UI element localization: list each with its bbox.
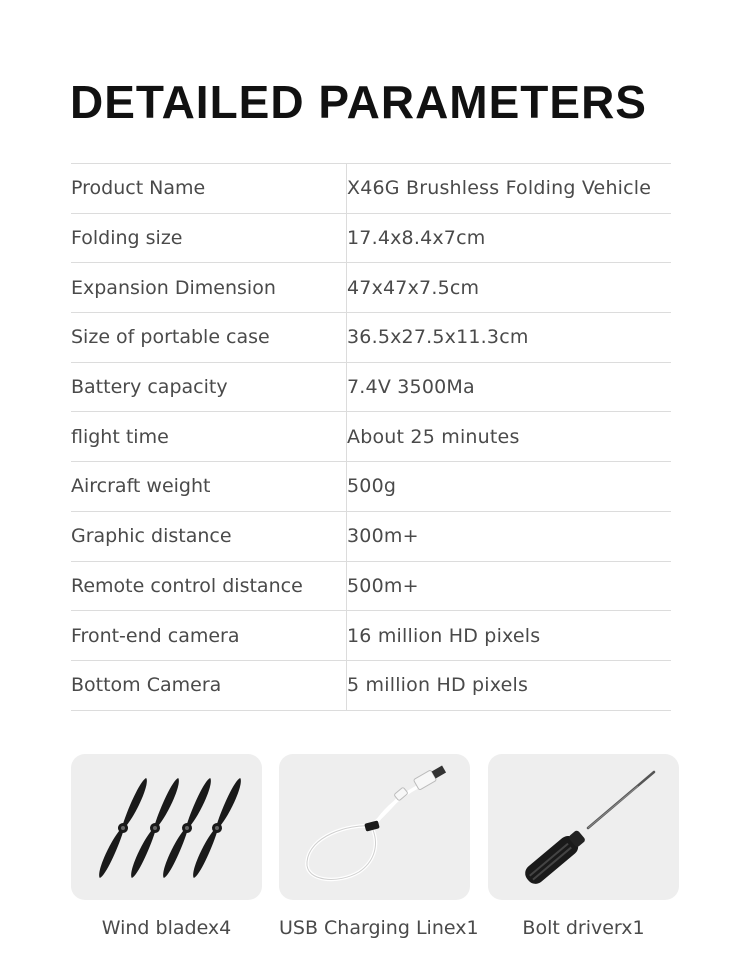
param-label: Front-end camera [71,611,347,661]
table-row [71,213,671,263]
param-label: Graphic distance [71,511,347,561]
param-value: 7.4V 3500Ma [347,362,672,412]
accessory-image-box [488,754,679,900]
table-row [71,362,671,412]
param-label: flight time [71,412,347,462]
param-value: X46G Brushless Folding Vehicle [347,164,672,214]
table-row [71,511,671,561]
accessory-item [279,754,479,939]
accessories-row [71,754,679,954]
param-label: Aircraft weight [71,462,347,512]
usb-cable-icon [279,754,470,900]
page-title: DETAILED PARAMETERS [70,76,647,128]
param-label: Bottom Camera [71,660,347,710]
param-value: 500m+ [347,561,672,611]
param-value: 36.5x27.5x11.3cm [347,313,672,363]
param-label: Remote control distance [71,561,347,611]
param-value: About 25 minutes [347,412,672,462]
accessory-image-box [71,754,262,900]
accessory-label: Wind bladex4 [101,917,232,939]
accessory-image-box [279,754,470,900]
accessory-label: Bolt driverx1 [522,917,645,939]
param-value: 17.4x8.4x7cm [347,213,672,263]
param-label: Folding size [71,213,347,263]
table-row [71,313,671,363]
param-value: 5 million HD pixels [347,660,672,710]
param-label: Battery capacity [71,362,347,412]
propeller-blades-icon [71,754,262,900]
screwdriver-icon [488,754,679,900]
param-value: 16 million HD pixels [347,611,672,661]
table-row [71,611,671,661]
param-value: 47x47x7.5cm [347,263,672,313]
table-row [71,412,671,462]
param-label: Size of portable case [71,313,347,363]
table-row [71,462,671,512]
param-value: 500g [347,462,672,512]
table-row [71,164,671,214]
param-label: Expansion Dimension [71,263,347,313]
accessory-item [488,754,679,939]
table-row [71,263,671,313]
param-label: Product Name [71,164,347,214]
parameters-table [71,163,671,711]
param-value: 300m+ [347,511,672,561]
table-row [71,660,671,710]
accessory-label: USB Charging Linex1 [279,917,479,939]
table-row [71,561,671,611]
accessory-item [71,754,262,939]
